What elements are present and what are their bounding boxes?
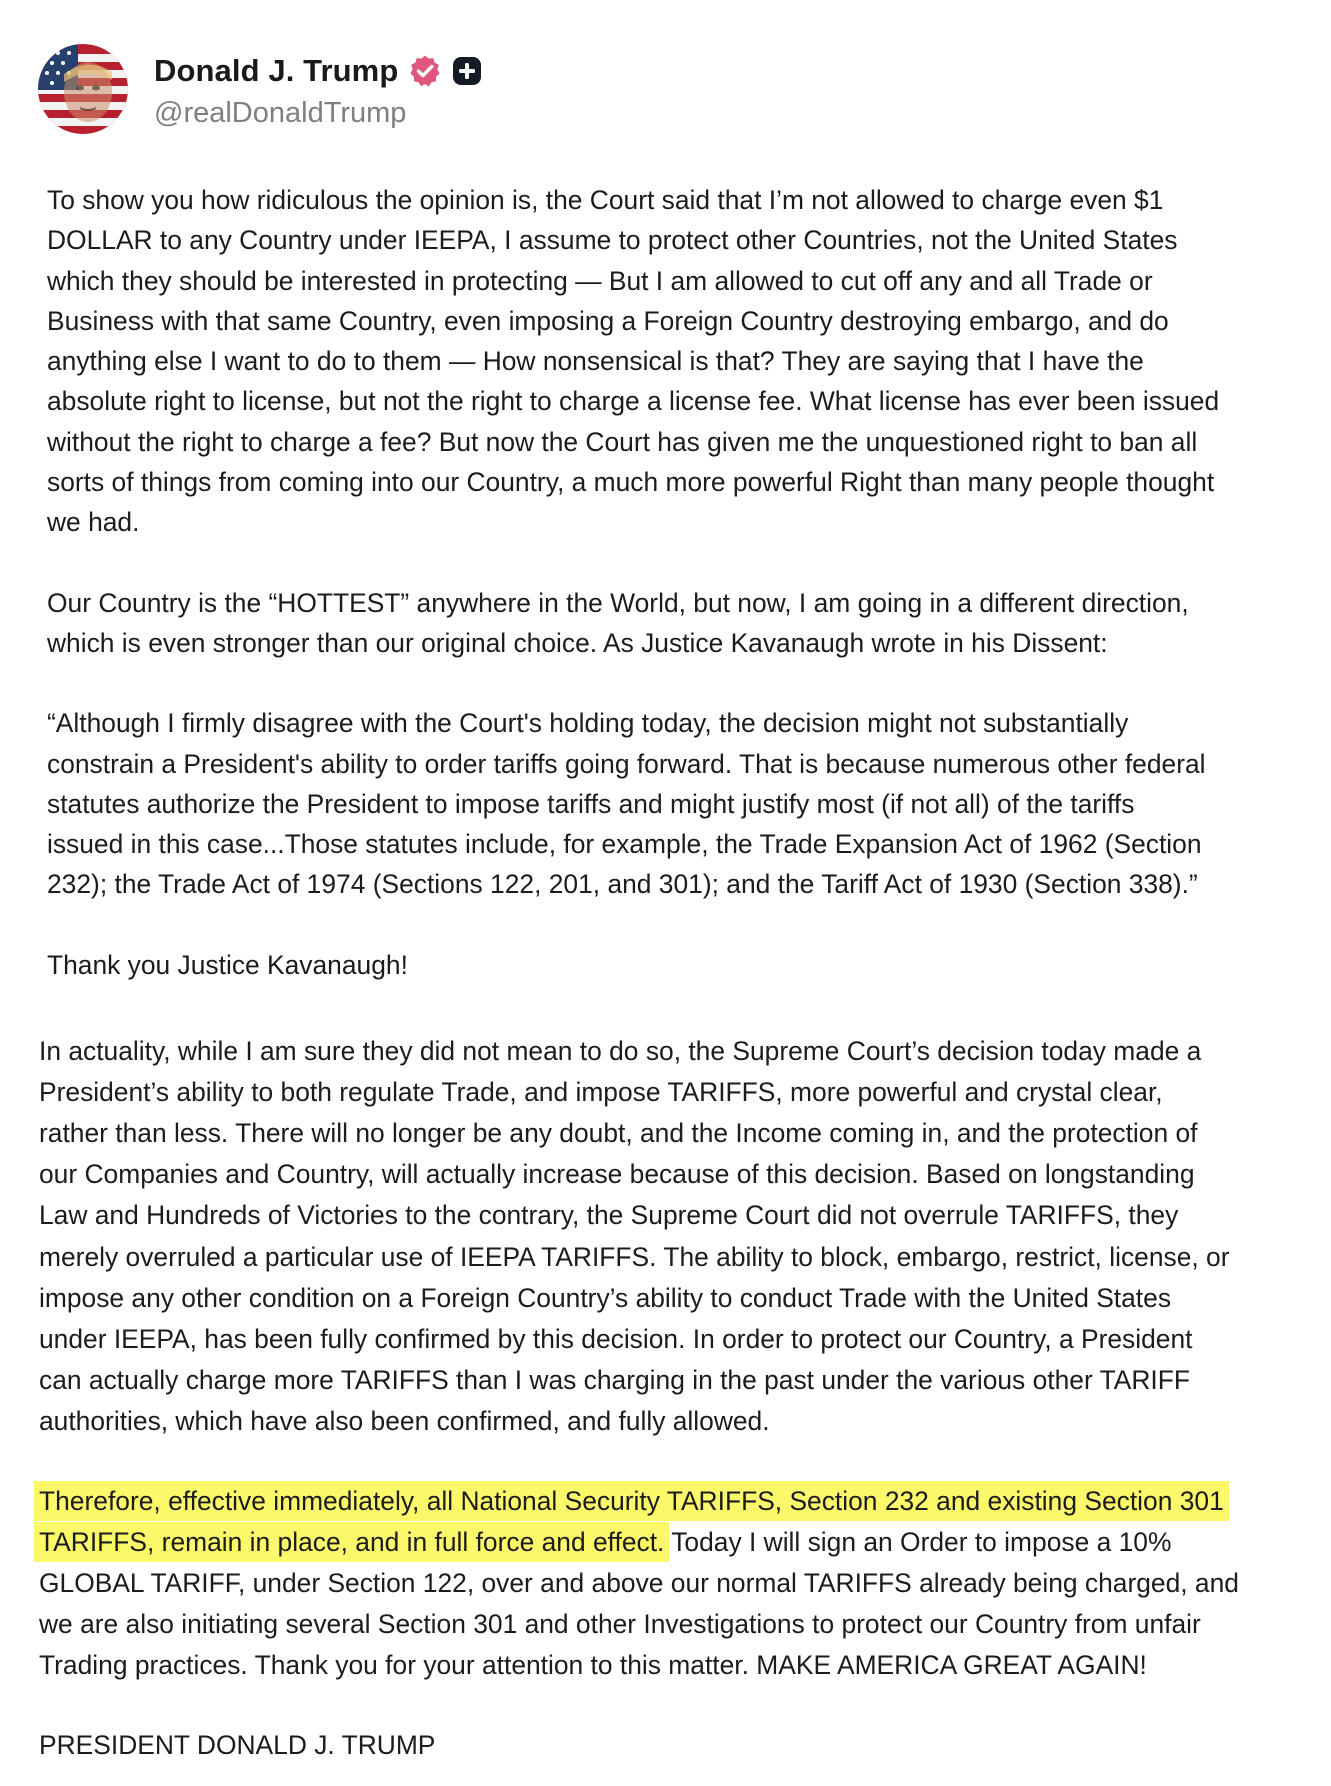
post-paragraph-6	[39, 1481, 1314, 1686]
flag-portrait-avatar-icon	[38, 44, 128, 134]
post-paragraph-1: To show you how ridiculous the opinion is, the Court said that I’m not allowed to charge even $1 DOLLAR to any Country under IEEPA, I assume to protect other Countries, not the United States which they should be interested in protecting — But I am allowed to cut off any and all Trade or Business with that same Country, even imposing a Foreign Country destroying embargo, and do anything else I want to do to them — How nonsensical is that? They are saying that I have the absolute right to license, but not the right to charge a license fee. What license has ever been issued without the right to charge a fee? But now the Court has given me the unquestioned right to ban all sorts of things from coming into our Country, a much more powerful Right than many people thought we had.	[47, 185, 1220, 538]
post-paragraph-thanks: Thank you Justice Kavanaugh!	[47, 949, 408, 980]
plus-badge-icon	[452, 56, 482, 86]
kavanaugh-quote: “Although I firmly disagree with the Court's holding today, the decision might not substantially constrain a President's ability to order tariffs going forward. That is because numerous other federal statutes authorize the President to impose tariffs and might justify most (if not all) of the tariffs issued in this case...Those statutes include, for example, the Trade Expansion Act of 1962 (Section 232); the Trade Act of 1974 (Sections 122, 201, and 301); and the Tariff Act of 1930 (Section 338).”	[47, 708, 1206, 900]
author-display-name[interactable]: Donald J. Trump	[154, 52, 399, 88]
highlighted-text: Therefore, effective immediately, all National Security TARIFFS, Section 232 and existing Section 301 TARIFFS, remain in place, and in full force and effect.	[39, 1485, 1224, 1558]
post-signature: PRESIDENT DONALD J. TRUMP	[39, 1730, 436, 1761]
post-paragraph-2: Our Country is the “HOTTEST” anywhere in the World, but now, I am going in a different direction, which is even stronger than our original choice. As Justice Kavanaugh wrote in his Dissent:	[47, 587, 1189, 658]
post-paragraph-6-rest: Today I will sign an Order to impose a 10% GLOBAL TARIFF, under Section 122, over and above our normal TARIFFS already being charged, and we are also initiating several Section 301 and other Investigations to protect our Country from unfair Trading practices. Thank you for your attention to this matter. MAKE AMERICA GREAT AGAIN!	[39, 1527, 1239, 1681]
post-header	[38, 44, 482, 134]
post-paragraph-5: In actuality, while I am sure they did not mean to do so, the Supreme Court’s decision today made a President’s ability to both regulate Trade, and impose TARIFFS, more powerful and crystal clear, rather than less. There will no longer be any doubt, and the Income coming in, and the protection of our Companies and Country, will actually increase because of this decision. Based on longstanding Law and Hundreds of Victories to the contrary, the Supreme Court did not overrule TARIFFS, they merely overruled a particular use of IEEPA TARIFFS. The ability to block, embargo, restrict, license, or impose any other condition on a Foreign Country’s ability to conduct Trade with the United States under IEEPA, has been fully confirmed by this decision. In order to protect our Country, a President can actually charge more TARIFFS than I was charging in the past under the various other TARIFF authorities, which have also been confirmed, and fully allowed.	[39, 1036, 1230, 1436]
author-handle[interactable]: @realDonaldTrump	[154, 96, 407, 129]
post-body	[0, 180, 1331, 1767]
avatar[interactable]	[38, 44, 128, 134]
verified-badge-icon	[408, 54, 442, 88]
